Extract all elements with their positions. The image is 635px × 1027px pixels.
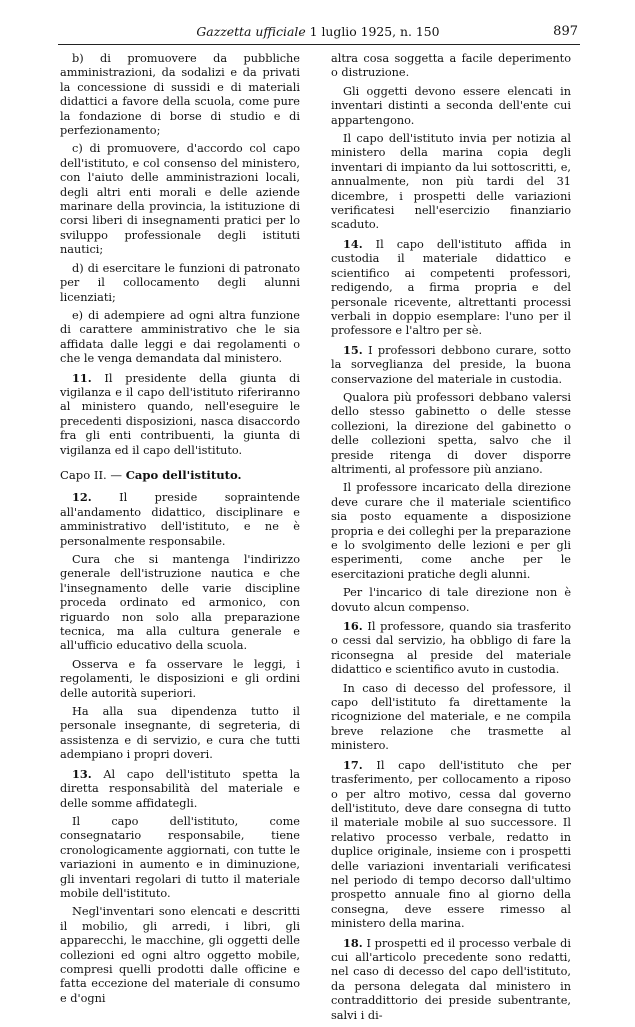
paragraph-text: Il capo dell'istituto affida in custodia il materiale didattico e scientifico ai competenti professori, redigendo, a firma propria e del personale ricevente, altrettanti processi verbali in doppio esemplare: l'uno per il professore e l'altro per sè. bbox=[331, 237, 572, 338]
paragraph bbox=[331, 481, 571, 582]
paragraph bbox=[60, 658, 300, 701]
paragraph-text: Negl'inventari sono elencati e descritti il mobilio, gli arredi, i libri, gli apparecchi, le macchine, gli oggetti delle collezioni ed ogni altro oggetto mobile, compresi quelli prodotti dalle officine e fatta eccezione del materiale di consumo e d'ogni bbox=[60, 905, 300, 1005]
paragraph-text: Per l'incarico di tale direzione non è dovuto alcun compenso. bbox=[331, 586, 571, 614]
paragraph bbox=[60, 815, 300, 901]
right-column bbox=[331, 52, 571, 1027]
paragraph-text: Cura che si mantenga l'indirizzo generale dell'istruzione nautica e che l'insegnamento delle varie discipline proceda ordinato ed armonico, con riguardo non solo alla preparazione tecnica, ma alla cultura generale e all'ufficio educativo della scuola. bbox=[60, 553, 300, 653]
paragraph bbox=[60, 767, 300, 811]
paragraph bbox=[331, 85, 571, 128]
paragraph bbox=[60, 705, 300, 763]
paragraph bbox=[331, 52, 571, 81]
article-number: 17. bbox=[343, 757, 363, 772]
paragraph bbox=[60, 490, 300, 549]
paragraph-text: altra cosa soggetta a facile deperimento o distruzione. bbox=[331, 52, 571, 80]
left-column bbox=[60, 52, 300, 1010]
paragraph-text: I professori debbono curare, sotto la sorveglianza del preside, la buona conservazione del materiale in custodia. bbox=[331, 343, 571, 386]
issue-date: 1 luglio 1925, n. 150 bbox=[309, 24, 440, 39]
paragraph-text: Osserva e fa osservare le leggi, i regolamenti, le disposizioni e gli ordini delle autorità superiori. bbox=[60, 657, 300, 700]
paragraph-text: Al capo dell'istituto spetta la diretta responsabilità del materiale e delle somme affidategli. bbox=[60, 767, 301, 810]
gazette-title: Gazzetta ufficiale bbox=[196, 24, 306, 39]
paragraph bbox=[60, 52, 300, 138]
paragraph bbox=[60, 905, 300, 1006]
paragraph-text: d) di esercitare le funzioni di patronato per il collocamento degli alunni licenziati; bbox=[60, 261, 300, 304]
paragraph bbox=[331, 619, 571, 678]
paragraph bbox=[60, 553, 300, 654]
paragraph-text: Il professore incaricato della direzione deve curare che il materiale scientifico sia posto equamente a disposizione propria e dei colleghi per la preparazione e lo svolgimento delle lezioni e per gli esperimenti, come anche per le esercitazioni pratiche degli alunni. bbox=[331, 481, 571, 581]
article-number: 16. bbox=[343, 619, 363, 634]
article-number: 13. bbox=[72, 766, 92, 781]
paragraph bbox=[331, 343, 571, 387]
chapter-heading bbox=[60, 468, 300, 482]
paragraph-text: Il professore, quando sia trasferito o cessi dal servizio, ha obbligo di fare la riconsegna al preside del materiale didattico e scientifico avuto in custodia. bbox=[331, 620, 571, 677]
paragraph-text: b) di promuovere da pubbliche amministrazioni, da sodalizi e da privati la concessione di sussidi e di materiali didattici a favore della scuola, come pure la fondazione di borse di studio e di perfezionamento; bbox=[60, 52, 300, 138]
paragraph bbox=[60, 262, 300, 305]
page-number: 897 bbox=[553, 24, 578, 39]
paragraph bbox=[331, 936, 571, 1023]
article-number: 14. bbox=[343, 236, 363, 251]
header-rule bbox=[58, 44, 580, 45]
article-number: 15. bbox=[343, 342, 363, 357]
paragraph-text: c) di promuovere, d'accordo col capo dell'istituto, e col consenso del ministero, con l'aiuto delle amministrazioni locali, degli altri enti morali e delle aziende marinare della provincia, la istituzione di corsi liberi di insegnamenti pratici per lo sviluppo professionale degli istituti nautici; bbox=[60, 142, 300, 257]
paragraph bbox=[331, 586, 571, 615]
paragraph-text: Ha alla sua dipendenza tutto il personale insegnante, di segreteria, di assistenza e di servizio, e cura che tutti adempiano i propri doveri. bbox=[60, 705, 300, 762]
paragraph bbox=[331, 391, 571, 477]
paragraph-text: I prospetti ed il processo verbale di cui all'articolo precedente sono redatti, nel caso di decesso del capo dell'istituto, da persona delegata dal ministero in contraddittorio dei preside subentrante, salvi i di- bbox=[331, 936, 571, 1022]
paragraph-text: Il capo dell'istituto che per trasferimento, per collocamento a riposo o per altro motivo, cessa dal governo dell'istituto, deve dare consegna di tutto il materiale mobile al suo successore. Il relativo processo verbale, redatto in duplice originale, insieme con i prospetti delle variazioni inventariali verificatesi nel periodo di tempo decorso dall'ultimo prospetto annuale fino al giorno della consegna, deve essere rimesso al ministero della marina. bbox=[331, 758, 572, 931]
paragraph bbox=[60, 371, 300, 458]
paragraph bbox=[331, 132, 571, 233]
article-number: 12. bbox=[72, 490, 92, 505]
article-number: 11. bbox=[72, 370, 92, 385]
paragraph bbox=[60, 309, 300, 367]
chapter-label: Capo II. — bbox=[60, 467, 122, 482]
paragraph-text: Il presidente della giunta di vigilanza e il capo dell'istituto riferiranno al ministero quando, nell'eseguire le precedenti disposizioni, nasca disaccordo fra gli enti contribuenti, la giunta di vigilanza ed il capo dell'istituto. bbox=[60, 371, 300, 457]
paragraph-text: Il preside sopraintende all'andamento didattico, disciplinare e amministrativo dell'istituto, e ne è personalmente responsabile. bbox=[60, 491, 300, 548]
header-title-line bbox=[58, 24, 578, 39]
paragraph-text: Qualora più professori debbano valersi dello stesso gabinetto o delle stesse collezioni, la direzione del gabinetto o delle collezioni spetta, salvo che il preside ritenga di dover disporre altrimenti, al professore più anziano. bbox=[331, 390, 571, 476]
paragraph-text: Il capo dell'istituto invia per notizia al ministero della marina copia degli inventari di impianto da lui sottoscritti, e, annualmente, non più tardi del 31 dicembre, i prospetti delle variazioni verificatesi nell'esercizio finanziario scaduto. bbox=[331, 132, 571, 232]
paragraph-text: e) di adempiere ad ogni altra funzione di carattere amministrativo che le sia affidata dalle leggi e dai regolamenti o che le venga demandata dal ministero. bbox=[60, 308, 300, 366]
paragraph-text: Il capo dell'istituto, come consegnatario responsabile, tiene cronologicamente aggiornati, con tutte le variazioni in aumento e in diminuzione, gli inventari regolari di tutto il materiale mobile dell'istituto. bbox=[60, 814, 300, 900]
paragraph-text: Gli oggetti devono essere elencati in inventari distinti a seconda dell'ente cui appartengono. bbox=[331, 84, 571, 127]
paragraph bbox=[331, 758, 571, 932]
paragraph bbox=[60, 142, 300, 257]
article-number: 18. bbox=[343, 935, 363, 950]
paragraph bbox=[331, 682, 571, 754]
page-header bbox=[58, 22, 578, 46]
paragraph-text: In caso di decesso del professore, il capo dell'istituto fa direttamente la ricognizione del materiale, e ne compila breve relazione che trasmette al ministero. bbox=[331, 681, 571, 753]
chapter-title: Capo dell'istituto. bbox=[125, 467, 242, 482]
paragraph bbox=[331, 237, 571, 339]
